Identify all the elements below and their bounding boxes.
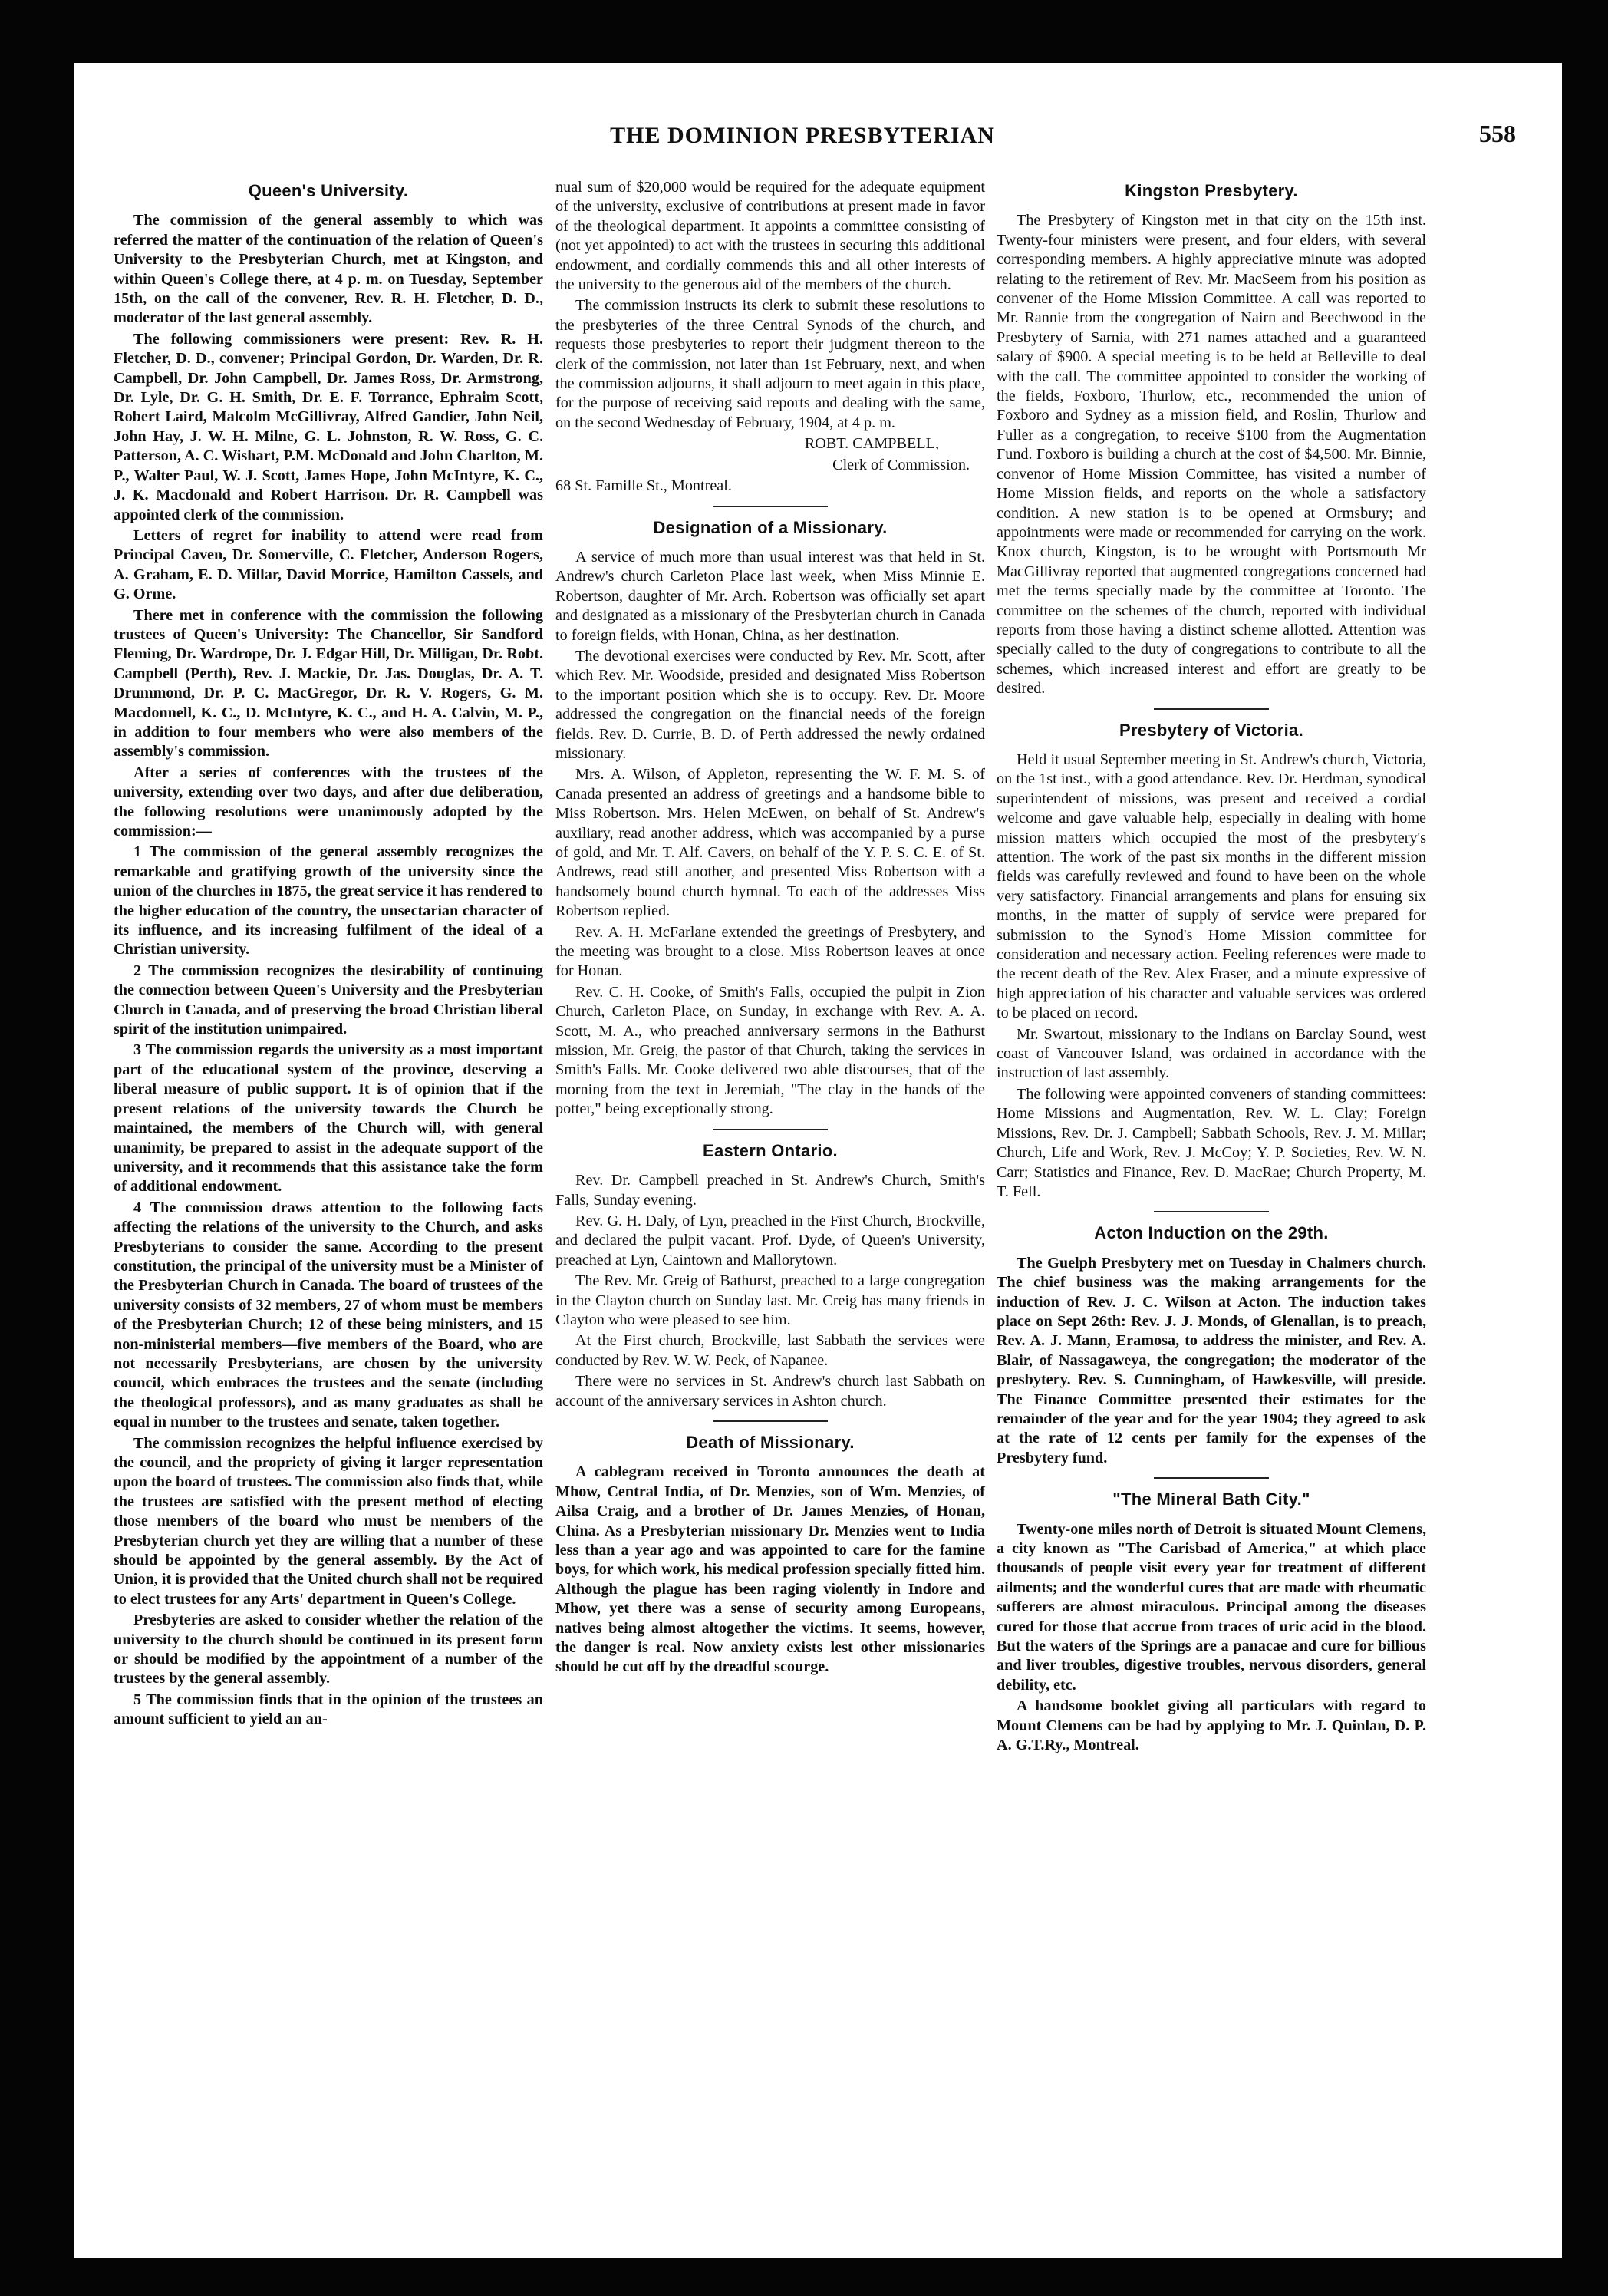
journal-title: THE DOMINION PRESBYTERIAN [610, 123, 995, 148]
paragraph: After a series of conferences with the trustees of the university, extending over two days, and after due deliberation, the following resolutions were unanimously adopted by the commission:— [114, 764, 543, 840]
signature-name: ROBT. CAMPBELL, [804, 435, 939, 453]
page-number: 558 [1479, 120, 1516, 147]
article-heading-presbytery-of-victoria: Presbytery of Victoria. [1119, 720, 1304, 740]
article-heading-acton-induction: Acton Induction on the 29th. [1094, 1223, 1329, 1243]
paragraph: There met in conference with the commission the following trustees of Queen's University: The Chancellor, Sir Sandford Fleming, Dr. Wardrope, Dr. J. Edgar Hill, Dr. Milligan, Dr. Robt. Campbell (Perth), Rev. J. Mackie, Dr. Jas. Douglas, Dr. A. T. Drummond, Dr. P. C. MacGregor, Dr. R. V. Rogers, G. M. Macdonnell, K. C., D. McIntyre, K. C., and H. A. Calvin, M. P., in addition to four members who were also members of the assembly's commission. [114, 606, 543, 760]
paragraph: A cablegram received in Toronto announces the death at Mhow, Central India, of Dr. Menzies, son of Wm. Menzies, of Ailsa Craig, and a brother of Dr. James Menzies, of Honan, China. As a Presbyterian missionary Dr. Menzies went to India less than a year ago and was appointed to care for the famine boys, for which work, his medical profession specially fitted him. Although the plague has been raging violently in Indore and Mhow, yet there was a sense of security among Europeans, natives being almost altogether the victims. It seems, however, the danger is real. Now anxiety exists lest other missionaries should be cut off by the dreadful scourge. [555, 1463, 985, 1676]
paragraph: The Presbytery of Kingston met in that city on the 15th inst. Twenty-four ministers were present, and four elders, with several corresponding members. A highly appreciative minute was adopted relating to the retirement of Rev. Mr. MacSeem from his position as convener of the Home Mission Committee. A call was reported to Mr. Rannie from the congregation of Nairn and Beechwood in the Presbytery of Sarnia, with 271 names attached and a guaranteed salary of $900. A special meeting is to be held at Belleville to deal with the call. The committee appointed to consider the working of the fields, Foxboro, Thurlow, etc., recommended the union of Foxboro and Sydney as a mission field, and Roslin, Thurlow and Fuller as a congregation, to receive $100 from the Augmentation Fund. Foxboro is building a church at the cost of $4,500. Mr. Binnie, convenor of Home Mission Committee, has visited a number of Home Mission fields, and reports on the whole a satisfactory condition. A new station is to be opened at Ormsbury; and appointments were made or recommended for carrying on the work. Knox church, Kingston, is to be wrought with Portsmouth Mr MacGillivray reported that augmented congregations concerned had met the terms specially made by the committee at Toronto. The committee on the schemes of the church, reported with individual reports from those having a distinct scheme allotted. Attention was specially called to the duty of congregations to contribute to all the schemes, which increased interest and effort are greatly to be desired. [997, 212, 1426, 698]
article-heading-eastern-ontario: Eastern Ontario. [703, 1140, 838, 1160]
paragraph: Mrs. A. Wilson, of Appleton, representing the W. F. M. S. of Canada presented an address of greetings and a handsome bible to Miss Robertson. Mrs. Helen McEwen, on behalf of St. Andrew's auxiliary, read another address, which was accompanied by a purse of gold, and Mr. T. Alf. Cavers, on behalf of the Y. P. S. C. E. of St. Andrews, read still another, and presented Miss Robertson with a handsomely bound church hymnal. To each of the addresses Miss Robertson replied. [555, 766, 985, 920]
article-heading-mineral-bath-city: "The Mineral Bath City." [1112, 1489, 1310, 1509]
paragraph: 5 The commission finds that in the opinion of the trustees an amount sufficient to yield an an- [114, 1691, 543, 1728]
paragraph: The following commissioners were present: Rev. R. H. Fletcher, D. D., convener; Principal Gordon, Dr. Warden, Dr. R. Campbell, Dr. John Campbell, Dr. James Ross, Dr. Armstrong, Dr. Lyle, Dr. G. H. Smith, Dr. E. F. Torrance, Ephraim Scott, Robert Laird, Malcolm McGillivray, Alfred Gandier, John Neil, John Hay, J. W. H. Milne, G. L. Johnston, R. W. Ross, G. C. Patterson, A. C. Wishart, P.M. McDonald and John Charlton, M. P., Walter Paul, W. J. Scott, James Hope, John McIntyre, K. C., J. K. Macdonald and Robert Harrison. Dr. R. Campbell was appointed clerk of the commission. [114, 330, 543, 523]
paragraph: The Rev. Mr. Greig of Bathurst, preached to a large congregation in the Clayton church on Sunday last. Mr. Creig has many friends in Clayton who were pleased to see him. [555, 1272, 985, 1328]
article-heading-designation: Designation of a Missionary. [653, 517, 888, 537]
paragraph: Rev. C. H. Cooke, of Smith's Falls, occupied the pulpit in Zion Church, Carleton Place, on Sunday, in exchange with Rev. A. A. Scott, M. A., who preached anniversary sermons in the Bathurst mission, Mr. Greig, the pastor of that Church, taking the services in Smith's Falls. Mr. Cooke delivered two able discourses, that of the morning from the text in Jeremiah, "The clay in the hands of the potter," being exceptionally strong. [555, 983, 985, 1118]
section-divider [1154, 1211, 1269, 1212]
paragraph: Presbyteries are asked to consider whether the relation of the university to the church should be continued in its present form or should be modified by the appointment of a number of the trustees by the general assembly. [114, 1611, 543, 1687]
paragraph: Held it usual September meeting in St. Andrew's church, Victoria, on the 1st inst., with a good attendance. Rev. Dr. Herdman, synodical superintendent of missions, was present and received a cordial welcome and gave valuable help, especially in dealing with home mission matters which occupied the most of the presbytery's attention. The work of the past six months in the different mission fields was carefully reviewed and found to have been on the whole very satisfactory. Financial arrangements and plans for ensuing six months, in the matter of supply of service were prepared for submission to the Synod's Home Mission committee for consideration and necessary action. Feeling references were made to the recent death of the Rev. Alex Fraser, and a minute expressive of high appreciation of his character and valuable services was ordered to be placed on record. [997, 750, 1426, 1022]
paragraph: A handsome booklet giving all particulars with regard to Mount Clemens can be had by applying to Mr. J. Quinlan, D. P. A. G.T.Ry., Montreal. [997, 1697, 1426, 1754]
paragraph: Twenty-one miles north of Detroit is situated Mount Clemens, a city known as "The Carisbad of America," at which place thousands of people visit every year for treatment of different ailments; and the wonderful cures that are made with rheumatic sufferers are almost miraculous. Principal among the diseases cured for those that accrue from traces of uric acid in the blood. But the waters of the Springs are a panacae and cure for billious and liver troubles, digestive troubles, nervous disorders, general debility, etc. [997, 1520, 1426, 1694]
paragraph: nual sum of $20,000 would be required for the adequate equipment of the university, exclusive of contributions at present made in favor of the theological department. It appoints a committee consisting of (not yet appointed) to act with the trustees in securing this additional endowment, and cordially commends this and all other interests of the university to the generous aid of the members of the church. [555, 179, 985, 294]
newspaper-page [74, 63, 1562, 2258]
article-heading-death-of-missionary: Death of Missionary. [686, 1432, 855, 1452]
paragraph: Letters of regret for inability to attend were read from Principal Caven, Dr. Somerville, C. Fletcher, Anderson Rogers, A. Graham, E. D. Millar, David Morrice, Hamilton Cassels, and G. Orme. [114, 526, 543, 603]
paragraph: At the First church, Brockville, last Sabbath the services were conducted by Rev. W. W. Peck, of Napanee. [555, 1332, 985, 1369]
paragraph: 1 The commission of the general assembly recognizes the remarkable and gratifying growth of the university since the union of the churches in 1875, the great service it has rendered to the higher education of the country, the unsectarian character of its influence, and its increasing fulfilment of the ideal of a Christian university. [114, 843, 543, 958]
paragraph: The commission of the general assembly to which was referred the matter of the continuation of the relation of Queen's University to the Presbyterian Church, met at Kingston, and within Queen's College there, at 4 p. m. on Tuesday, September 15th, on the call of the convener, Rev. R. H. Fletcher, D. D., moderator of the last general assembly. [114, 212, 543, 327]
column-left [114, 178, 543, 1731]
section-divider [713, 1129, 828, 1130]
section-divider [713, 506, 828, 507]
article-heading-queens-university: Queen's University. [248, 181, 409, 200]
paragraph: The Guelph Presbytery met on Tuesday in Chalmers church. The chief business was the making arrangements for the induction of Rev. J. C. Wilson at Acton. The induction takes place on Sept 26th: Rev. J. J. Monds, of Glenallan, is to preach, Rev. A. J. Mann, Eramosa, to address the minister, and Rev. A. Blair, of Nassagaweya, the congregation; the moderator of the presbytery. Rev. S. Cunningham, of Hawkesville, will preside. The Finance Committee presented their estimates for the remainder of the year and for the year 1904; they agreed to ask at the rate of 12 cents per family for the expenses of the Presbytery fund. [997, 1254, 1426, 1466]
paragraph: The following were appointed conveners of standing committees: Home Missions and Augmentation, Rev. W. L. Clay; Foreign Missions, Rev. Dr. J. Campbell; Sabbath Schools, Rev. J. M. Millar; Church, Life and Work, Rev. J. McCoy; Y. P. Societies, Rev. W. N. Carr; Statistics and Finance, Rev. D. MacRae; Church Property, M. T. Fell. [997, 1085, 1426, 1200]
paragraph: Mr. Swartout, missionary to the Indians on Barclay Sound, west coast of Vancouver Island, was ordained in accordance with the instruction of last assembly. [997, 1025, 1426, 1082]
paragraph: 4 The commission draws attention to the following facts affecting the relations of the university to the Church, and asks Presbyterians to consider the same. According to the present constitution, the principal of the university must be a Minister of the Presbyterian Church in Canada. The board of trustees of the university consists of 32 members, 27 of whom must be members of the Presbyterian Church; 12 of these being ministers, and 15 non-ministerial members—five members of the Board, who are not necessarily Presbyterians, are chosen by the university council, which embraces the trustees and the senate (including the theological professors), and as many graduates as shall be equal in number to the trustees and senate, taken together. [114, 1199, 543, 1431]
page-header [74, 120, 1562, 161]
paragraph: Rev. A. H. McFarlane extended the greetings of Presbytery, and the meeting was brought to a close. Miss Robertson leaves at once for Honan. [555, 923, 985, 980]
paragraph: The commission instructs its clerk to submit these resolutions to the presbyteries of the three Central Synods of the church, and requests those presbyteries to report their judgment thereon to the clerk of the commission, not later than 1st February, next, and when the commission adjourns, it shall adjourn to meet again in this place, for the purpose of receiving said reports and dealing with the same, on the second Wednesday of February, 1904, at 4 p. m. [555, 297, 985, 431]
article-heading-kingston-presbytery: Kingston Presbytery. [1125, 181, 1298, 200]
signature-title: Clerk of Commission. [832, 456, 970, 473]
paragraph: The devotional exercises were conducted by Rev. Mr. Scott, after which Rev. Mr. Woodside, presided and designated Miss Robertson to the important position which she is to occupy. Rev. Dr. Moore addressed the congregation on the financial needs of the foreign fields. Rev. D. Currie, B. D. of Perth addressed the newly ordained missionary. [555, 647, 985, 762]
section-divider [1154, 1477, 1269, 1479]
column-right [997, 178, 1426, 1757]
column-middle [555, 178, 985, 1679]
section-divider [713, 1420, 828, 1422]
paragraph: Rev. Dr. Campbell preached in St. Andrew's Church, Smith's Falls, Sunday evening. [555, 1172, 985, 1209]
address: 68 St. Famille St., Montreal. [555, 477, 732, 495]
paragraph: 3 The commission regards the university as a most important part of the educational system of the province, deserving a liberal measure of public support. It is of opinion that if the present relations of the university towards the Church be maintained, the members of the Church will, with general unanimity, be prepared to assist in the adequate support of the university, and it recommends that this assistance take the form of additional endowment. [114, 1041, 543, 1196]
paragraph: A service of much more than usual interest was that held in St. Andrew's church Carleton Place last week, when Miss Minnie E. Robertson, daughter of Mr. Arch. Robertson was officially set apart and designated as a missionary of the Presbyterian church in Canada to foreign fields, with Honan, China, as her destination. [555, 548, 985, 644]
paragraph: 2 The commission recognizes the desirability of continuing the connection between Queen's University and the Presbyterian Church in Canada, and of preserving the broad Christian liberal spirit of the institution unimpaired. [114, 962, 543, 1038]
paragraph: Rev. G. H. Daly, of Lyn, preached in the First Church, Brockville, and declared the pulpit vacant. Prof. Dyde, of Queen's University, preached at Lyn, Caintown and Mallorytown. [555, 1212, 985, 1268]
paragraph: The commission recognizes the helpful influence exercised by the council, and the propriety of giving it larger representation upon the board of trustees. The commission also finds that, while the trustees are satisfied with the present method of electing those members of the board who must be members of the Presbyterian church yet they are willing that a number of these should be appointed by the general assembly. By the Act of Union, it is provided that the United church shall not be required to elect trustees for any Arts' department in Queen's College. [114, 1434, 543, 1608]
section-divider [1154, 708, 1269, 710]
paragraph: There were no services in St. Andrew's church last Sabbath on account of the anniversary services in Ashton church. [555, 1373, 985, 1410]
